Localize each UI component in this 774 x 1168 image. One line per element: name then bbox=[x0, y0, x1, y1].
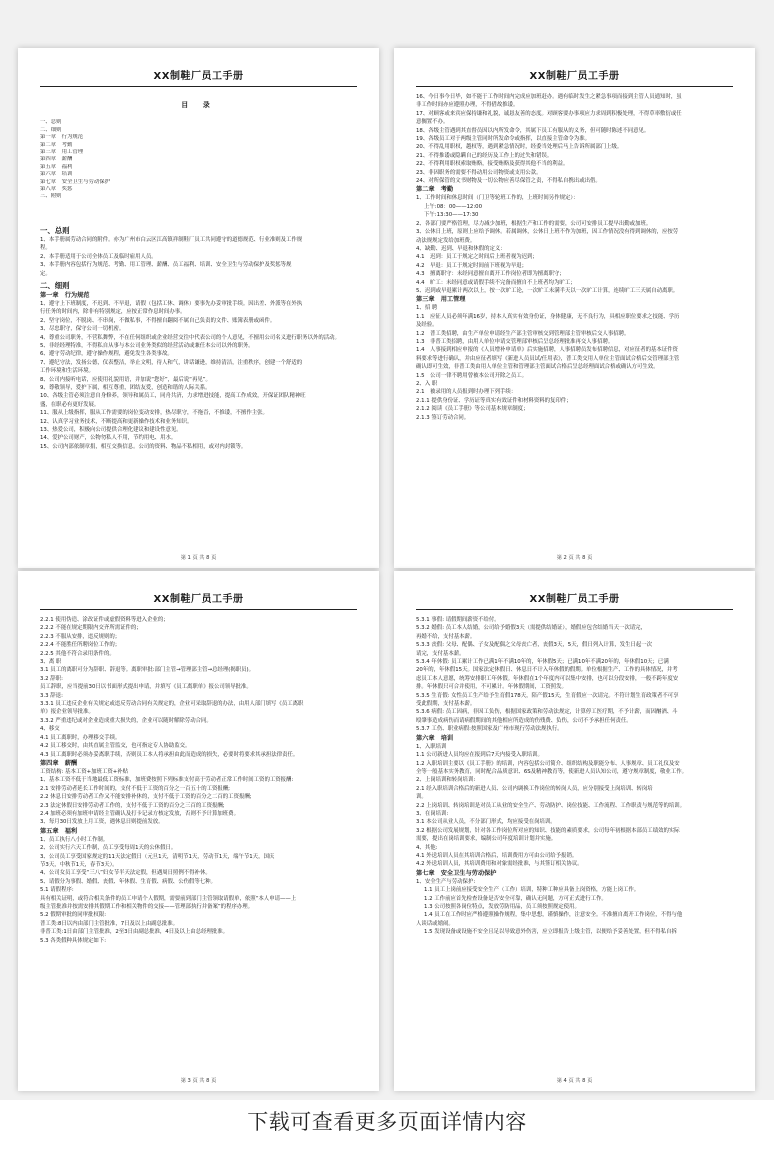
paragraph-line: 3.1 本公司从业人员，不分部门形式，均应接受在岗培训。 bbox=[416, 819, 556, 826]
paragraph-line: 5、非经经理特准，不得私自从事与本公司业务类似的经营活动或兼任本公司以外的职务。 bbox=[40, 342, 254, 349]
paragraph-line: 1.1 应征人员必须年满16岁，持本人真实有效身份证，身体健康，无不良行为，具相应职位要求之技能、学历 bbox=[416, 313, 680, 320]
paragraph-line: 3.3.1 员工违反企业有关规定或违反劳动合同有关规定的，企业可采取辞退的办法，由用人部门填写《员工离职 bbox=[40, 701, 304, 708]
paragraph-line: 1.1 公司新进人员均应在报到后7天内接受入职培训。 bbox=[416, 752, 543, 759]
download-more-caption[interactable]: 下载可查看更多页面详情内容 bbox=[247, 1110, 527, 1134]
chapter-heading: 第四章 薪酬 bbox=[40, 759, 78, 767]
paragraph-line: 5、迟到或早退累计两次以上，按一次旷工论，一次旷工未满半天以一次旷工计算，连续旷工三天属自动离职。 bbox=[416, 287, 679, 294]
paragraph-line: 意搁置不办。 bbox=[416, 119, 449, 126]
paragraph-line: 1.2 工作前应首先检查设备是否安全可靠，确认无问题，方可正式进行工作。 bbox=[424, 895, 607, 902]
paragraph-line: 4、公司女员工享受“三八”妇女节半天法定假，但遇周日照例不得补休。 bbox=[40, 870, 211, 877]
paragraph-line: 具有相关证明，或符合相关条件的员工申请个人假期，需要前到部门主管领取请假单，依照“本人申请——上 bbox=[40, 895, 297, 902]
paragraph-line: 8、公司内接听电话，应使用礼貌用语，并加说“您好”，最后说“再见”。 bbox=[40, 376, 211, 383]
paragraph-line: 1.3 非普工类招聘，由用人单位申请交管理部审核后呈总经理批准再交人事招聘。 bbox=[416, 338, 614, 345]
paragraph-line: 3、公司员工享受国家规定的11天法定假日（元旦1天，清明节1天，劳动节1天，端午节1天，国庆 bbox=[40, 853, 275, 860]
paragraph-line: 工资结构: 基本工资+加班工资+补贴 bbox=[40, 768, 129, 775]
toc-item: 第二章 考勤 bbox=[40, 141, 73, 148]
paragraph-line: 20、不得乱用职权，越权等，遇到紧急情况时，经委当处理后马上告诉所属部门上级。 bbox=[416, 144, 623, 151]
section-heading: 二、细则 bbox=[40, 280, 70, 290]
paragraph-line: 1.1 员工上岗前应接受安全生产（工作）培训，特种工种应具备上岗资格，方能上岗工作。 bbox=[424, 887, 640, 894]
paragraph-line: 2、上岗培训和转岗培训: bbox=[416, 777, 476, 784]
paragraph-line: 需要，提出在岗培训要求，编制公司年度培训计划并实施。 bbox=[416, 836, 557, 843]
paragraph-line: 非普工类:1日由部门主管批准，2至3日由副总批准，4日及以上由总经理批准。 bbox=[40, 929, 229, 936]
paragraph-line: 16、今日事今日毕，如不能于工作时间内完成应加班赶办。遇有临时发生之紧急事项而接到主管人员通知时，虽 bbox=[416, 94, 682, 100]
toc-item: 第八章 奖惩 bbox=[40, 186, 73, 193]
paragraph-line: 1、入职培训 bbox=[416, 743, 447, 750]
paragraph-line: 2、入 职 bbox=[416, 381, 438, 387]
page-body bbox=[40, 226, 357, 451]
paragraph-line: 3.2 根据公司发展规划，针对各工作岗位所对应的知识、技能的素质要求，公司每年初根据本部员工绩效的实际 bbox=[416, 827, 680, 834]
paragraph-line: 4.3 员工离职时必须办妥离职手续，否则员工本人将承担由此而造成的损失，必要时将要求其承担法律责任。 bbox=[40, 751, 299, 758]
paragraph-line: 5.3.5 生育假: 女性员工生产给予生育假178天，陪产假15天，生育假应一次请完。不符计划生育政策者不可享 bbox=[416, 692, 679, 699]
page-header-title: XX制鞋厂员工手册 bbox=[416, 70, 733, 87]
paragraph-line: 1、招 聘 bbox=[416, 305, 438, 312]
paragraph-line: 2.1.2 阅读《员工手册》等公司基本规章制度； bbox=[416, 406, 529, 413]
paragraph-line: 殴肇事造成病伤而请病假期间的其他相应所造成的伤残费、负伤，公司不予承担任何责任。 bbox=[416, 717, 632, 724]
paragraph-line: 工作环境和生活环境。 bbox=[40, 368, 94, 375]
chapter-heading: 第二章 考勤 bbox=[416, 186, 454, 194]
page-header-title: XX制鞋厂员工手册 bbox=[40, 593, 357, 610]
toc-item: 一、总则 bbox=[40, 119, 62, 126]
chapter-heading: 第五章 福利 bbox=[40, 827, 78, 835]
page-body bbox=[416, 616, 733, 937]
paragraph-line: 3、在岗培训: bbox=[416, 810, 449, 817]
paragraph-line: 18、各级主管遇到其直督员因以内所发命令，其属下员工有服从的义务，但可随时陈述不同意见。 bbox=[416, 127, 650, 134]
paragraph-line: 3.1 员工的离职可分为辞职、辞退等。离职审批:部门主管→管理部主管→总经理(揭职员)。 bbox=[40, 667, 255, 674]
chapter-heading: 第六章 培训 bbox=[416, 734, 454, 742]
paragraph-line: 请完，支付基本薪。 bbox=[416, 650, 465, 657]
chapter-heading: 第三章 用工管理 bbox=[416, 296, 466, 304]
paragraph-line: 2.2.4 不能胜任所聘岗位工作的； bbox=[40, 642, 121, 649]
paragraph-line: 员工辞职，应当提前30日以书面形式提出申请，并填写《员工离职单》报公司领导批准。 bbox=[40, 684, 252, 691]
paragraph-line: 1、安全生产与劳动保护: bbox=[416, 878, 476, 885]
paragraph-line: 14、爱护公司财产，公物勿私人不用，节约用电、用水。 bbox=[40, 435, 177, 442]
page-footer: 第 3 页 共 8 页 bbox=[180, 1077, 217, 1084]
paragraph-line: 动法规规定发给加班费。 bbox=[416, 237, 476, 244]
paragraph-line: 23、非因职务的需要不得动用公司物资或支用公款。 bbox=[416, 169, 542, 176]
paragraph-line: 1、员工执行八小时工作制。 bbox=[40, 836, 109, 843]
paragraph-line: 1.2 普工类招聘，由生产单位申请经生产部主管审核交到管理部主管审核后交人事招聘。 bbox=[416, 330, 630, 337]
toc-item: 第六章 培训 bbox=[40, 171, 73, 178]
paragraph-line: 4.4 旷工：未经同意或请假手续不完备而擅自不上班者均为旷工； bbox=[416, 279, 576, 286]
paragraph-line: 行任务的时间内，除非有特别规定，应按正常作息时间办事。 bbox=[40, 309, 186, 316]
paragraph-line: 5.1 请假程序: bbox=[40, 887, 74, 894]
paragraph-line: 5.3.3 丧假: 父母、配偶、子女及配偶之父母丧亡者，丧假3天，5天，假日列入计算，发生日起一次 bbox=[416, 642, 653, 649]
page-header-title: XX制鞋厂员工手册 bbox=[416, 593, 733, 610]
paragraph-line: 4.1 迟到：员工于规定之时间后上班者视为迟到； bbox=[416, 254, 538, 261]
paragraph-line: 2、各部门要严格管理，尽力减少加班，根据生产和工作的需要，公司可安排员工提早出勤或加班。 bbox=[416, 220, 652, 227]
paragraph-line: 2.1 被录用的人员报到时办理下列手续： bbox=[416, 389, 517, 396]
toc-item: 三、附则 bbox=[40, 193, 62, 200]
paragraph-line: 3、尽忠职守，保守公司一切机密。 bbox=[40, 326, 125, 333]
paragraph-line: 5.3.2 婚假: 员工本人结婚，公司给予婚假3天（需提供结婚证），婚假应包含结婚当天一次请完， bbox=[416, 625, 646, 632]
paragraph-line: 程。 bbox=[40, 245, 51, 252]
paragraph-line: 虑员工本人意愿，统筹安排职工年休假。年休假在1个年度内可以集中安排，也可以分段安排，一般不跨年度安 bbox=[416, 675, 679, 682]
section-heading: 一、总则 bbox=[40, 225, 70, 235]
toc-title: 目 录 bbox=[181, 101, 216, 109]
paragraph-line: 1.2 入职培训主要以《员工手册》的培训，内容包括公司简介、组织结构及职能分布、人事规章、员工礼仪及安 bbox=[416, 760, 680, 767]
paragraph-line: 3、本手册内容包括行为规范、考勤、用工管理、薪酬、员工福利、培训、安全卫生与劳动保护及奖惩等规 bbox=[40, 262, 292, 269]
paragraph-line: 下午:13:30——17:30 bbox=[424, 212, 479, 219]
paragraph-line: 2.1 安排劳动者延长工作时间的，支付不低于工资的百分之一百五十的工资报酬; bbox=[40, 785, 230, 792]
paragraph-line: 17、对顾客或来宾应保持谦和礼貌，诚恳友善的态度。对顾客要办事项应力求周到积极处理，不得草率敷衍或任 bbox=[416, 110, 682, 117]
paragraph-line: 受此假期，支付基本薪。 bbox=[416, 701, 476, 708]
paragraph-line: 2.2 休息日安排劳动者工作又不能安排补休的，支付不低于工资的百分之二百的工资报酬; bbox=[40, 794, 252, 801]
document-page-1 bbox=[18, 48, 379, 568]
paragraph-line: 2、坚守岗位，不脱岗、不串岗，不做私事，不得擅自翻阅不属自己负责的文件、账簿表册或函件。 bbox=[40, 317, 276, 324]
paragraph-line: 1.5 公司一律不聘用曾被本公司开除之员工。 bbox=[416, 372, 527, 379]
paragraph-line: 4.2 早退：员工于规定时间前下班视为早退； bbox=[416, 262, 527, 269]
paragraph-line: 全等一般基本实务教育，同时配合品质意识、6S及精神教育等，使新进人员认知公司，遵守规章制度，敬业工作。 bbox=[416, 768, 687, 775]
paragraph-line: 确认即可生效，非普工类由用人单位主管和管理部主管面试合格后呈总经理面试合格或确认方可生效。 bbox=[416, 364, 659, 371]
paragraph-line: 2.4 加班必须有加班申请经主管确认及打卡记录方核定发放，否则不予计算加班费。 bbox=[40, 810, 239, 817]
chapter-heading: 第一章 行为规范 bbox=[40, 291, 90, 299]
paragraph-line: 15、公司内部依制章捐，相互交换信息。公司的资料、物品不私相用，或对内封锁等。 bbox=[40, 443, 247, 450]
paragraph-line: 1.3 公司按照各岗位特点，发放劳防用品，员工须按照规定使用。 bbox=[424, 904, 580, 910]
page-header-title: XX制鞋厂员工手册 bbox=[40, 70, 357, 87]
paragraph-line: 3、每月30日发放上月工资，遇休息日则提前发放。 bbox=[40, 819, 164, 826]
paragraph-line: 普工类:8日以内由部门主管批准，7日及以上由副总批准。 bbox=[40, 920, 179, 927]
document-page-2 bbox=[394, 48, 755, 568]
page-footer: 第 2 页 共 8 页 bbox=[556, 554, 593, 561]
paragraph-line: 3.2 辞职: bbox=[40, 675, 63, 682]
paragraph-line: 2.2.3 不服从安排，违反规则的； bbox=[40, 633, 121, 640]
paragraph-line: 13、热爱公司，积极向公司提供合理化建议和建设性意见。 bbox=[40, 427, 182, 433]
paragraph-line: 5.3 各类假种具体规定如下: bbox=[40, 937, 107, 944]
paragraph-line: 3、公休日上班，原则上应给予调休。若属调休，公休日上班不作为加班，因工作情况没有得到调休的，应按劳 bbox=[416, 229, 679, 236]
paragraph-line: 11、服从上级指挥，服从工作需要的岗位变动安排，热尽职守，不拖沓，不推诿，不擅作主张。 bbox=[40, 410, 268, 417]
chapter-heading: 第七章 安全卫生与劳动保护 bbox=[416, 869, 497, 877]
paragraph-line: 上午:08：00——12:00 bbox=[424, 203, 483, 210]
page-footer: 第 1 页 共 8 页 bbox=[180, 554, 217, 561]
toc-item: 第五章 福利 bbox=[40, 163, 73, 170]
paragraph-line: 1、工作时间和休息时间（门卫等轮班工作的，上班时间另作规定）： bbox=[416, 195, 579, 202]
paragraph-line: 20年的，年休假15天。国家法定休假日、休息日不计入年休假的假期。单位根据生产、工作的具体情况，并考 bbox=[416, 667, 678, 674]
paragraph-line: 非工作时间亦应遵照办理，不得借故推诿。 bbox=[416, 102, 519, 109]
paragraph-line: 1、遵守上下班制度，不迟到、不早退，请假（包括工休、调休）要事先办妥审批手续。因出差、外派等在外执 bbox=[40, 300, 303, 307]
paragraph-line: 3.3 辞退: bbox=[40, 692, 63, 699]
page-body bbox=[40, 616, 357, 945]
paragraph-line: 1.4 人事接到相应申报的《人员增补申请单》后实施招聘，人事招聘员发布招聘信息，对应征者的基本证件资 bbox=[416, 347, 678, 354]
page-body bbox=[416, 93, 733, 422]
table-of-contents bbox=[40, 119, 357, 200]
toc-item: 第四章 薪酬 bbox=[40, 156, 73, 163]
paragraph-line: 5.2 假期审批的同审批权限: bbox=[40, 912, 107, 919]
paragraph-line: 定。 bbox=[40, 270, 51, 277]
paragraph-line: 6、遵守劳动纪律，遵守操作规程，避免发生各类事故。 bbox=[40, 351, 173, 358]
paragraph-line: 5.3.6 病假: 员工因病，非因工负伤，根据国家政策和劳动法规定，计算停工医疗期，不予计薪，而因酗酒、斗 bbox=[416, 709, 678, 716]
toc-item: 第三章 用工管理 bbox=[40, 149, 84, 156]
paragraph-line: 2.2.5 其他不符合录用条件的。 bbox=[40, 650, 115, 657]
paragraph-line: 1、本手册属劳动合同的附件。亦为广州市白云区江高镇祥制鞋厂员工共同遵守的道德规范、行业准则及工作规 bbox=[40, 236, 303, 243]
paragraph-line: 4.2 员工移交时，由其直属主管监交，也可指定专人协助监交。 bbox=[40, 743, 191, 750]
paragraph-line: 盛，在职必有更好发展。 bbox=[40, 401, 100, 408]
toc-item: 二、细则 bbox=[40, 126, 62, 133]
paragraph-line: 22、不得利用职权索取贿赂，接受贿赂及获得其他不当的利益。 bbox=[416, 161, 569, 168]
paragraph-line: 排。年休假只可合并使用，不可累计。年休假期间，工资照发。 bbox=[416, 684, 567, 691]
paragraph-line: 2.2 上岗培训、转岗培训是对员工从业的安全生产、劳动防护、岗位技能、工作流程、工作职责与规范等的培训。 bbox=[416, 802, 686, 809]
paragraph-line: 5、请假分为事假、婚假、丧假、年休假、生育假、病假、公伤假等七种。 bbox=[40, 878, 216, 885]
paragraph-line: 5.3.4 年休假: 员工累计工作已满1年不满10年的，年休假5天；已满10年不满20年的，年休假10天；已满 bbox=[416, 659, 669, 666]
paragraph-line: 级主管批准并按需安排其假期工作和相关物件的交接——管理部执行并备案”的程序办理。 bbox=[40, 904, 254, 910]
paragraph-line: 2.1.1 提供身份证、学历证等真实有效证件和材料资料的复印件； bbox=[416, 397, 572, 404]
paragraph-line: 及经验。 bbox=[416, 322, 438, 329]
paragraph-line: 4、尊重公司职务，不营私舞弊，不在任何组织或企业经营交往中代表公司的个人意见，不擅用公司名义进行职务以外的活动。 bbox=[40, 334, 340, 341]
document-page-3 bbox=[18, 571, 379, 1091]
paragraph-line: 2、公司实行六天工作制，员工享受每周1天的公休假日。 bbox=[40, 845, 177, 852]
paragraph-line: 5.3.7 工伤、职业病假:按照国家及广州市现行劳动法规执行。 bbox=[416, 726, 563, 733]
paragraph-line: 节3天，中秋节1天，春节3天）。 bbox=[40, 861, 118, 868]
paragraph-line: 训。 bbox=[416, 794, 427, 801]
toc-item: 第七章 安全卫生与劳动保护 bbox=[40, 178, 111, 185]
paragraph-line: 4、移交 bbox=[40, 726, 60, 733]
paragraph-line: 1.4 员工在工作时应严格遵照操作规程，集中思想，谨慎操作，注意安全。不准擅自离开工作岗位，不得与他 bbox=[424, 912, 683, 919]
paragraph-line: 2.2.2 不能在规定期限内交齐所需证件的； bbox=[40, 625, 142, 632]
page-footer: 第 4 页 共 8 页 bbox=[556, 1077, 593, 1084]
paragraph-line: 1.5 发现设备或设施不安全且足以导致意外伤害，应立即报告上级主管，以便给予妥善处置，但不得私自拆 bbox=[424, 929, 677, 936]
paragraph-line: 人谈话或嬉闹。 bbox=[416, 920, 454, 927]
paragraph-line: 再婚不给，支付基本薪。 bbox=[416, 633, 476, 640]
paragraph-line: 2、本手册适用于公司全体员工及临时雇用人员。 bbox=[40, 253, 157, 260]
paragraph-line: 21、不得推诿或隐瞒自己的经历及工作上的过失和错误。 bbox=[416, 152, 553, 159]
paragraph-line: 19、各级员工对于两级主管同时所发命令或指挥，以直接主管命令为准。 bbox=[416, 136, 590, 143]
paragraph-line: 4、其他: bbox=[416, 844, 438, 851]
paragraph-line: 4.2 外送培训人员，其培训费用和对象需经批准，与其签订相关协议。 bbox=[416, 861, 583, 868]
paragraph-line: 12、认真学习业务技术，不断提高和更新操作技术和业务知识。 bbox=[40, 418, 193, 425]
paragraph-line: 7、遵纪守法，发扬公德，仪表整洁，举止文明，待人和气，讲话谦逊，维持清洁，注重秩序，创建一个舒适的 bbox=[40, 359, 303, 366]
paragraph-line: 2.3 法定休假日安排劳动者工作的，支付不低于工资的百分之三百的工资报酬; bbox=[40, 802, 225, 809]
paragraph-line: 1、基本工资不低于当地最低工资标准，加班费按照下列标准支付高于劳动者正常工作时间工资的工资报酬: bbox=[40, 777, 294, 784]
paragraph-line: 2.1.3 签订劳动合同。 bbox=[416, 414, 470, 421]
paragraph-line: 3.3.2 严重违纪或对企业造成重大损失的，企业可以随时解除劳动合同。 bbox=[40, 717, 212, 724]
paragraph-line: 2.1 经入职培训合格后的新进人员、公司内调换工作岗位的转岗人员，应分别接受上岗培训、转岗培 bbox=[416, 785, 653, 792]
paragraph-line: 料要求等进行确认，并由应征者填写《新进人员员试/任用表》，普工类交用人单位主管面试合格后交管理部主管 bbox=[416, 355, 680, 362]
document-page-4 bbox=[394, 571, 755, 1091]
paragraph-line: 4.1 员工离职时，办理移交手续。 bbox=[40, 734, 121, 741]
paragraph-line: 9、尊敬领导，爱护下属，相互尊重，团结友爱，创造和谐的人际关系。 bbox=[40, 384, 211, 391]
paragraph-line: 5.3.1 事假: 请假期间薪资不给付。 bbox=[416, 617, 500, 623]
paragraph-line: 24、对所保管的文书财物及一切公物应善尽保管之责，不得私自携出或出借。 bbox=[416, 178, 601, 185]
paragraph-line: 2.2.1 使用伪造、涂改证件或虚假资料等进入企业的； bbox=[40, 617, 169, 623]
paragraph-line: 3、离 职 bbox=[40, 659, 62, 666]
paragraph-line: 10、各级主管必须注意自身修养，领导和属员工，同舟共济，力求增进技能，提高工作成效，开保证团队精神旺 bbox=[40, 393, 306, 400]
paragraph-line: 4.1 外送培训人员在其培训合格后，培训费用方可由公司给予报销。 bbox=[416, 852, 578, 859]
paragraph-line: 4、缺勤、迟到、早退和休假的定义： bbox=[416, 245, 506, 252]
toc-item: 第一章 行为规范 bbox=[40, 134, 84, 141]
paragraph-line: 单》报企业领导批准。 bbox=[40, 709, 94, 716]
paragraph-line: 4.3 擅离职守：未经同意擅自离开工作岗位者即为擅离职守； bbox=[416, 271, 565, 278]
